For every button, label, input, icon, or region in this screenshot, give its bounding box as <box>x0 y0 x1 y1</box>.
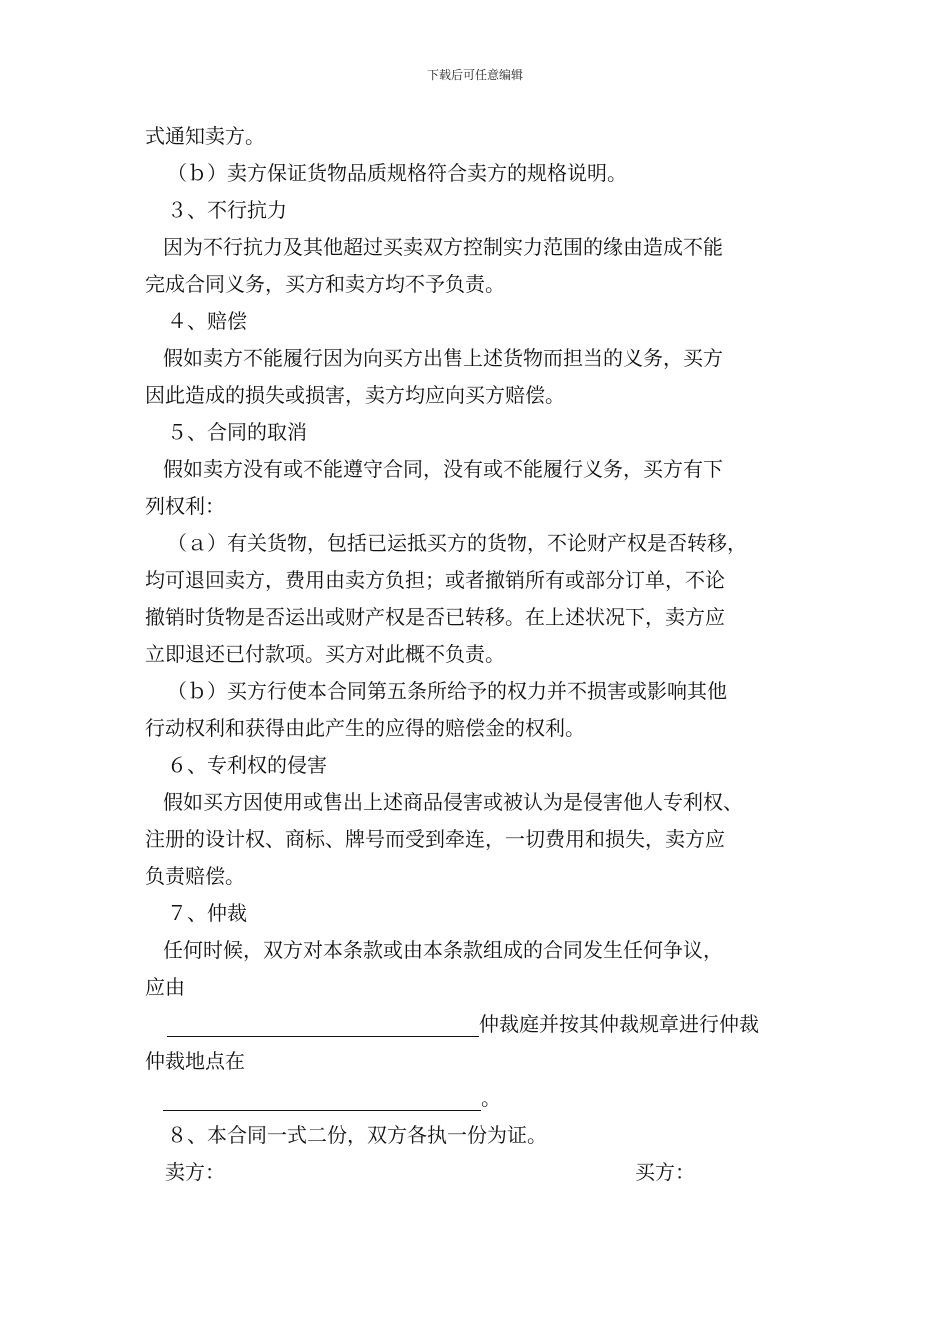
text-line: 仲裁地点在 <box>145 1049 245 1073</box>
text-line: （ｂ）卖方保证货物品质规格符合卖方的规格说明。 <box>167 161 627 185</box>
text-line: 假如卖方不能履行因为向买方出售上述货物而担当的义务，买方 <box>163 346 723 370</box>
text-line: （ｂ）买方行使本合同第五条所给予的权力并不损害或影响其他 <box>167 679 727 703</box>
text-line: 均可退回卖方，费用由卖方负担；或者撤销所有或部分订单，不论 <box>145 568 725 592</box>
text-line: 列权利： <box>145 494 225 518</box>
text-line: 式通知卖方。 <box>145 124 265 148</box>
arbitration-tribunal-line <box>145 1006 825 1043</box>
signature-row <box>145 1154 825 1191</box>
text-line: （ａ）有关货物，包括已运抵买方的货物，不论财产权是否转移， <box>167 531 747 555</box>
text-line: 因为不行抗力及其他超过买卖双方控制实力范围的缘由造成不能 <box>163 235 723 259</box>
text-line: 假如卖方没有或不能遵守合同，没有或不能履行义务，买方有下 <box>163 457 723 481</box>
contract-body <box>145 118 825 1191</box>
section-heading: ５、合同的取消 <box>167 420 307 444</box>
section-heading: ３、不行抗力 <box>167 198 287 222</box>
text-line: 因此造成的损失或损害，卖方均应向买方赔偿。 <box>145 383 565 407</box>
arbitration-place-line <box>145 1080 825 1117</box>
text-line: 假如买方因使用或售出上述商品侵害或被认为是侵害他人专利权、 <box>163 790 743 814</box>
place-blank-field[interactable] <box>163 1086 481 1111</box>
section-heading: ８、本合同一式二份，双方各执一份为证。 <box>167 1123 547 1147</box>
text-line: 任何时候，双方对本条款或由本条款组成的合同发生任何争议， <box>163 938 723 962</box>
text-line: 撤销时货物是否运出或财产权是否已转移。在上述状况下，卖方应 <box>145 605 725 629</box>
tribunal-text: 仲裁庭并按其仲裁规章进行仲裁 <box>479 1012 759 1036</box>
text-line: 行动权利和获得由此产生的应得的赔偿金的权利。 <box>145 716 585 740</box>
tribunal-blank-field[interactable] <box>167 1012 479 1037</box>
text-line: 注册的设计权、商标、牌号而受到牵连，一切费用和损失，卖方应 <box>145 827 725 851</box>
seller-signature-label: 卖方： <box>165 1160 225 1184</box>
text-line: 立即退还已付款项。买方对此概不负责。 <box>145 642 505 666</box>
place-period: 。 <box>481 1086 501 1110</box>
section-heading: ６、专利权的侵害 <box>167 753 327 777</box>
page-header: 下载后可任意编辑 <box>426 68 523 82</box>
section-heading: ７、仲裁 <box>167 901 247 925</box>
text-line: 完成合同义务，买方和卖方均不予负责。 <box>145 272 505 296</box>
buyer-signature-label: 买方： <box>635 1160 695 1184</box>
text-line: 负责赔偿。 <box>145 864 245 888</box>
section-heading: ４、赔偿 <box>167 309 247 333</box>
text-line: 应由 <box>145 975 185 999</box>
